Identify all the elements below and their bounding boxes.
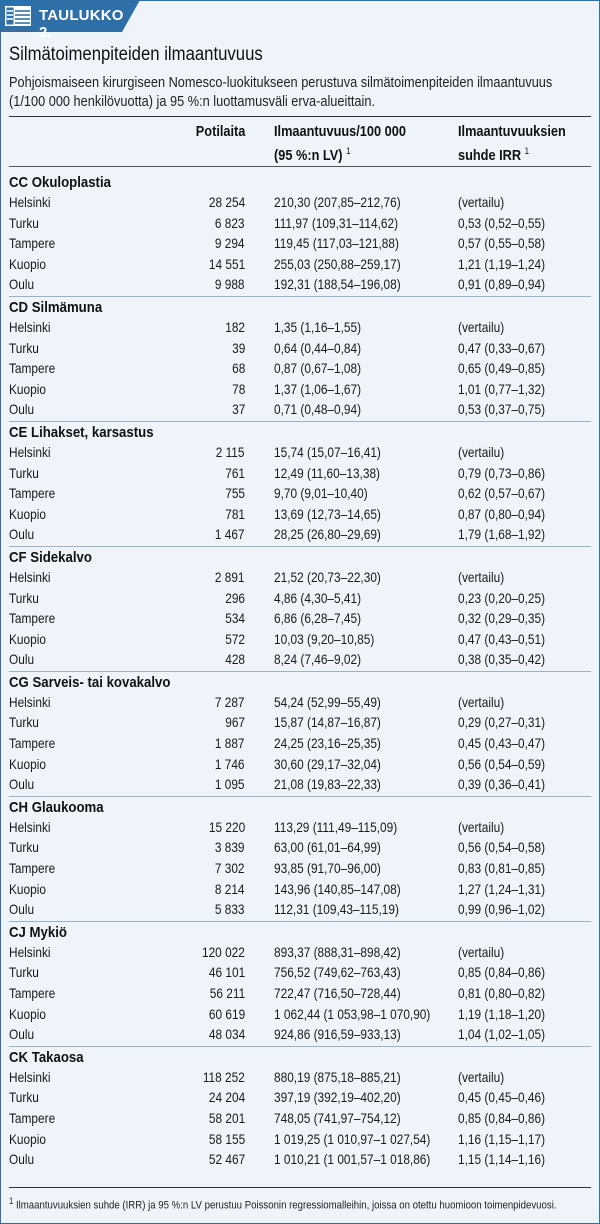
cell-incidence: 9,70 (9,01–10,40) — [274, 486, 368, 502]
cell-irr: (vertailu) — [458, 319, 505, 335]
cell-irr: 1,79 (1,68–1,92) — [458, 527, 546, 543]
cell-incidence: 1,37 (1,06–1,67) — [274, 381, 362, 397]
cell-irr: 1,27 (1,24–1,31) — [458, 881, 546, 897]
cell-incidence: 210,30 (207,85–212,76) — [274, 195, 401, 210]
table-row — [0, 525, 600, 546]
cell-incidence: 255,03 (250,88–259,17) — [274, 256, 401, 272]
cell-region: Kuopio — [9, 881, 46, 897]
cell-irr: (vertailu) — [458, 444, 505, 460]
cell-irr: 0,47 (0,43–0,51) — [458, 631, 546, 647]
table-row — [0, 1150, 600, 1171]
cell-patients: 3 839 — [215, 840, 245, 856]
cell-incidence: 113,29 (111,49–115,09) — [274, 819, 398, 835]
cell-region: Turku — [9, 965, 39, 981]
cell-region: Tampere — [9, 861, 56, 877]
cell-patients: 78 — [231, 381, 245, 397]
table-row — [0, 984, 600, 1005]
cell-region: Helsinki — [9, 944, 51, 960]
section-divider — [9, 921, 591, 922]
cell-irr: 0,79 (0,73–0,86) — [458, 465, 546, 481]
cell-irr: (vertailu) — [458, 569, 505, 585]
cell-incidence: 4,86 (4,30–5,41) — [274, 590, 362, 606]
table-row — [0, 609, 600, 630]
cell-irr: 0,39 (0,36–0,41) — [458, 777, 546, 793]
section-divider — [9, 421, 591, 422]
cell-irr: (vertailu) — [458, 694, 505, 710]
cell-patients: 9 294 — [215, 236, 245, 252]
cell-region: Kuopio — [9, 381, 46, 397]
cell-irr: 0,85 (0,84–0,86) — [458, 1110, 546, 1126]
cell-irr: 0,91 (0,89–0,94) — [458, 277, 546, 293]
cell-incidence: 12,49 (11,60–13,38) — [274, 465, 380, 481]
table-row — [0, 400, 600, 421]
cell-region: Turku — [9, 1090, 39, 1106]
cell-patients: 56 211 — [209, 986, 245, 1001]
section-divider — [9, 296, 591, 297]
cell-incidence: 1 062,44 (1 053,98–1 070,90) — [274, 1006, 431, 1022]
cell-region: Helsinki — [9, 444, 51, 460]
cell-incidence: 748,05 (741,97–754,12) — [274, 1110, 401, 1126]
cell-incidence: 192,31 (188,54–196,08) — [274, 277, 401, 293]
cell-patients: 572 — [225, 631, 245, 647]
cell-incidence: 54,24 (52,99–55,49) — [274, 694, 381, 710]
cell-incidence: 1,35 (1,16–1,55) — [274, 319, 362, 335]
cell-patients: 58 155 — [208, 1131, 245, 1147]
cell-region: Oulu — [9, 652, 35, 668]
cell-incidence: 722,47 (716,50–728,44) — [274, 986, 401, 1001]
cell-incidence: 112,31 (109,43–115,19) — [274, 902, 399, 918]
table-row — [0, 734, 600, 755]
cell-patients: 15 220 — [208, 819, 245, 835]
section-title: CG Sarveis- tai kovakalvo — [9, 673, 171, 691]
cell-patients: 2 115 — [216, 444, 245, 460]
footnote: $^1$ Ilmaantuvuuksien suhde (IRR) ja 95 %:n LV perustuu Poissonin regressiomalleihin, joissa on otettu huomioon toimenpidevuosi. — [9, 1196, 557, 1212]
cell-incidence: 119,45 (117,03–121,88) — [274, 236, 399, 252]
cell-incidence: 6,86 (6,28–7,45) — [274, 611, 362, 627]
cell-region: Tampere — [9, 361, 56, 377]
cell-incidence: 15,87 (14,87–16,87) — [274, 715, 381, 731]
cell-patients: 14 551 — [208, 256, 245, 272]
cell-incidence: 1 019,25 (1 010,97–1 027,54) — [274, 1131, 431, 1147]
table-row — [0, 339, 600, 360]
cell-incidence: 93,85 (91,70–96,00) — [274, 861, 381, 877]
cell-incidence: 0,87 (0,67–1,08) — [274, 361, 362, 377]
cell-region: Tampere — [9, 486, 56, 502]
section-header — [0, 796, 600, 818]
table-row — [0, 464, 600, 485]
section-header — [0, 296, 600, 318]
header-rule — [9, 166, 591, 167]
cell-region: Oulu — [9, 277, 35, 293]
table-row — [0, 193, 600, 214]
cell-patients: 68 — [231, 361, 245, 377]
table-row — [0, 275, 600, 296]
cell-irr: 0,57 (0,55–0,58) — [458, 236, 546, 252]
table-icon — [5, 6, 31, 26]
column-header-incidence: Ilmaantuvuus/100 000 (95 %:n LV) $^1$ — [274, 124, 406, 164]
section-header — [0, 171, 600, 193]
cell-region: Kuopio — [9, 1006, 46, 1022]
bottom-rule — [9, 1187, 591, 1188]
cell-patients: 46 101 — [208, 965, 245, 981]
section-divider — [9, 1046, 591, 1047]
cell-irr: 0,45 (0,45–0,46) — [458, 1090, 546, 1106]
table-row — [0, 443, 600, 464]
cell-region: Turku — [9, 215, 39, 231]
cell-incidence: 10,03 (9,20–10,85) — [274, 631, 375, 647]
table-row — [0, 589, 600, 610]
cell-irr: (vertailu) — [458, 1069, 505, 1085]
cell-patients: 52 467 — [208, 1152, 245, 1168]
section-title: CF Sidekalvo — [9, 548, 92, 566]
section-title: CD Silmämuna — [9, 298, 103, 316]
section-title: CE Lihakset, karsastus — [9, 423, 154, 441]
cell-incidence: 28,25 (26,80–29,69) — [274, 527, 381, 543]
cell-patients: 428 — [225, 652, 245, 668]
cell-patients: 7 287 — [215, 694, 245, 710]
cell-patients: 182 — [225, 319, 245, 335]
cell-incidence: 0,64 (0,44–0,84) — [274, 340, 362, 356]
table-row — [0, 650, 600, 671]
table-row — [0, 630, 600, 651]
table-row — [0, 380, 600, 401]
cell-irr: (vertailu) — [458, 819, 505, 835]
table-row — [0, 255, 600, 276]
cell-irr: 0,81 (0,80–0,82) — [458, 986, 546, 1001]
table-title: Silmätoimenpiteiden ilmaantuvuus — [9, 44, 263, 65]
cell-incidence: 15,74 (15,07–16,41) — [274, 444, 381, 460]
cell-region: Turku — [9, 590, 39, 606]
section-header — [0, 421, 600, 443]
cell-region: Tampere — [9, 1110, 56, 1126]
cell-irr: 1,21 (1,19–1,24) — [458, 256, 546, 272]
section-title: CJ Mykiö — [9, 923, 67, 941]
cell-irr: 0,85 (0,84–0,86) — [458, 965, 546, 981]
top-rule — [9, 116, 591, 117]
table-row — [0, 943, 600, 964]
cell-patients: 28 254 — [208, 195, 245, 210]
cell-incidence: 21,08 (19,83–22,33) — [274, 777, 381, 793]
cell-irr: 0,65 (0,49–0,85) — [458, 361, 546, 377]
cell-irr: 1,15 (1,14–1,16) — [458, 1152, 546, 1168]
cell-incidence: 63,00 (61,01–64,99) — [274, 840, 381, 856]
cell-incidence: 880,19 (875,18–885,21) — [274, 1069, 401, 1085]
section-divider — [9, 546, 591, 547]
cell-irr: (vertailu) — [458, 944, 505, 960]
cell-incidence: 1 010,21 (1 001,57–1 018,86) — [274, 1152, 431, 1168]
cell-patients: 761 — [225, 465, 245, 481]
cell-patients: 5 833 — [215, 902, 245, 918]
cell-patients: 1 887 — [215, 736, 245, 752]
table-label: TAULUKKO 2. — [39, 7, 124, 41]
cell-region: Oulu — [9, 902, 35, 918]
cell-region: Helsinki — [9, 319, 51, 335]
cell-region: Tampere — [9, 986, 56, 1001]
cell-region: Kuopio — [9, 256, 46, 272]
cell-region: Helsinki — [9, 694, 51, 710]
table-row — [0, 880, 600, 901]
cell-region: Tampere — [9, 736, 56, 752]
cell-region: Oulu — [9, 527, 35, 543]
cell-patients: 48 034 — [208, 1027, 245, 1043]
cell-region: Kuopio — [9, 506, 46, 522]
cell-irr: 0,62 (0,57–0,67) — [458, 486, 546, 502]
table-row — [0, 214, 600, 235]
section-divider — [9, 671, 591, 672]
cell-region: Oulu — [9, 1152, 35, 1168]
cell-irr: 1,19 (1,18–1,20) — [458, 1006, 546, 1022]
section-divider — [9, 796, 591, 797]
cell-irr: 0,56 (0,54–0,58) — [458, 840, 546, 856]
cell-irr: 0,23 (0,20–0,25) — [458, 590, 546, 606]
table-row — [0, 1130, 600, 1151]
cell-irr: 0,87 (0,80–0,94) — [458, 506, 546, 522]
cell-incidence: 756,52 (749,62–763,43) — [274, 965, 401, 981]
cell-incidence: 143,96 (140,85–147,08) — [274, 881, 401, 897]
cell-region: Kuopio — [9, 1131, 46, 1147]
table-row — [0, 818, 600, 839]
cell-incidence: 21,52 (20,73–22,30) — [274, 569, 381, 585]
cell-irr: 1,16 (1,15–1,17) — [458, 1131, 546, 1147]
cell-region: Turku — [9, 715, 39, 731]
cell-incidence: 893,37 (888,31–898,42) — [274, 944, 401, 960]
table-row — [0, 1005, 600, 1026]
section-title: CK Takaosa — [9, 1048, 84, 1066]
cell-irr: 0,29 (0,27–0,31) — [458, 715, 546, 731]
cell-region: Turku — [9, 465, 39, 481]
cell-patients: 37 — [231, 402, 245, 418]
table-row — [0, 859, 600, 880]
cell-region: Turku — [9, 340, 39, 356]
cell-incidence: 0,71 (0,48–0,94) — [274, 402, 362, 418]
cell-irr: 0,99 (0,96–1,02) — [458, 902, 546, 918]
table-label-tab — [0, 0, 128, 41]
cell-region: Kuopio — [9, 756, 46, 772]
table-row — [0, 1068, 600, 1089]
cell-patients: 296 — [225, 590, 245, 606]
cell-region: Tampere — [9, 611, 56, 627]
cell-irr: 0,45 (0,43–0,47) — [458, 736, 546, 752]
table-row — [0, 1025, 600, 1046]
table-body — [0, 171, 600, 1171]
cell-incidence: 13,69 (12,73–14,65) — [274, 506, 381, 522]
section-header — [0, 546, 600, 568]
table-row — [0, 234, 600, 255]
cell-region: Helsinki — [9, 819, 51, 835]
table-row — [0, 484, 600, 505]
cell-incidence: 111,97 (109,31–114,62) — [274, 215, 399, 231]
section-header — [0, 921, 600, 943]
cell-patients: 24 204 — [208, 1090, 245, 1106]
cell-patients: 118 252 — [202, 1069, 245, 1085]
cell-irr: 0,47 (0,33–0,67) — [458, 340, 546, 356]
section-title: CH Glaukooma — [9, 798, 104, 816]
cell-patients: 1 467 — [215, 527, 245, 543]
cell-irr: 1,01 (0,77–1,32) — [458, 381, 546, 397]
column-header-patients: Potilaita — [195, 124, 245, 140]
cell-incidence: 30,60 (29,17–32,04) — [274, 756, 381, 772]
cell-patients: 58 201 — [208, 1110, 245, 1126]
cell-patients: 60 619 — [208, 1006, 245, 1022]
table-row — [0, 775, 600, 796]
cell-patients: 534 — [225, 611, 245, 627]
cell-patients: 781 — [225, 506, 245, 522]
cell-region: Helsinki — [9, 569, 51, 585]
table-subtitle: Pohjoismaiseen kirurgiseen Nomesco-luokitukseen perustuva silmätoimenpiteiden ilmaantuvuus (1/100 000 henkilövuotta) ja 95 %:n luottamusväli erva-alueittain. — [9, 75, 553, 110]
cell-region: Oulu — [9, 777, 35, 793]
cell-irr: 0,38 (0,35–0,42) — [458, 652, 546, 668]
cell-patients: 120 022 — [202, 944, 245, 960]
table-row — [0, 1088, 600, 1109]
cell-irr: 0,53 (0,37–0,75) — [458, 402, 546, 418]
cell-patients: 967 — [225, 715, 245, 731]
table-row — [0, 963, 600, 984]
table-row — [0, 318, 600, 339]
cell-patients: 9 988 — [215, 277, 245, 293]
cell-incidence: 397,19 (392,19–402,20) — [274, 1090, 401, 1106]
cell-region: Kuopio — [9, 631, 46, 647]
cell-region: Helsinki — [9, 1069, 51, 1085]
cell-region: Helsinki — [9, 195, 51, 210]
section-title: CC Okuloplastia — [9, 174, 111, 191]
table-row — [0, 755, 600, 776]
cell-irr: 0,83 (0,81–0,85) — [458, 861, 546, 877]
cell-region: Tampere — [9, 236, 56, 252]
cell-irr: 0,56 (0,54–0,59) — [458, 756, 546, 772]
cell-region: Oulu — [9, 1027, 35, 1043]
cell-patients: 1 746 — [215, 756, 245, 772]
cell-patients: 1 095 — [215, 777, 245, 793]
table-row — [0, 1109, 600, 1130]
section-header — [0, 1046, 600, 1068]
column-header-irr: Ilmaantuvuuksien suhde IRR $^1$ — [458, 124, 566, 164]
section-header — [0, 671, 600, 693]
cell-patients: 39 — [231, 340, 245, 356]
cell-patients: 2 891 — [215, 569, 245, 585]
table-row — [0, 713, 600, 734]
cell-patients: 6 823 — [215, 215, 245, 231]
cell-patients: 755 — [225, 486, 245, 502]
table-row — [0, 359, 600, 380]
table-row — [0, 900, 600, 921]
cell-patients: 7 302 — [215, 861, 245, 877]
cell-region: Oulu — [9, 402, 35, 418]
cell-incidence: 924,86 (916,59–933,13) — [274, 1027, 401, 1043]
table-row — [0, 693, 600, 714]
cell-incidence: 24,25 (23,16–25,35) — [274, 736, 381, 752]
table-row — [0, 505, 600, 526]
cell-patients: 8 214 — [215, 881, 245, 897]
cell-irr: 0,32 (0,29–0,35) — [458, 611, 546, 627]
cell-irr: 0,53 (0,52–0,55) — [458, 215, 546, 231]
table-row — [0, 568, 600, 589]
table-row — [0, 838, 600, 859]
cell-incidence: 8,24 (7,46–9,02) — [274, 652, 362, 668]
cell-region: Turku — [9, 840, 39, 856]
cell-irr: 1,04 (1,02–1,05) — [458, 1027, 546, 1043]
cell-irr: (vertailu) — [458, 195, 505, 210]
